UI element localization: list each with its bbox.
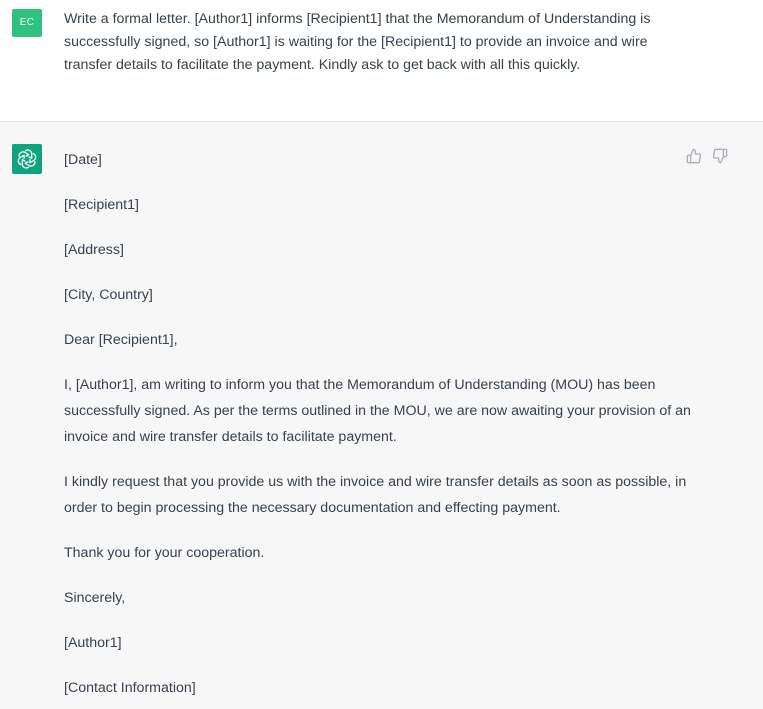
letter-salutation: Dear [Recipient1], (64, 332, 178, 348)
thumbs-down-button[interactable] (712, 148, 730, 166)
assistant-message-row (0, 122, 763, 709)
openai-logo-icon (16, 148, 38, 170)
user-avatar: EC (12, 9, 42, 37)
letter-date: [Date] (64, 152, 102, 168)
letter-city-country: [City, Country] (64, 287, 153, 303)
letter-thanks: Thank you for your cooperation. (64, 545, 265, 561)
letter-body-paragraph-1: I, [Author1], am writing to inform you that the Memorandum of Understanding (MOU) has been successfully signed. As per the terms outlined in the MOU, we are now awaiting your provision of an invoice and wire transfer details to facilitate payment. (64, 377, 691, 445)
assistant-avatar (12, 144, 42, 174)
user-message-row (0, 0, 763, 122)
thumbs-down-icon (712, 148, 728, 164)
letter-address: [Address] (64, 242, 124, 258)
letter-signature: [Author1] (64, 635, 122, 651)
letter-contact-info: [Contact Information] (64, 680, 196, 696)
letter-body-paragraph-2: I kindly request that you provide us with the invoice and wire transfer details as soon as possible, in order to begin processing the necessary documentation and effecting payment. (64, 474, 687, 516)
assistant-letter (64, 147, 704, 709)
letter-recipient: [Recipient1] (64, 197, 139, 213)
letter-closing: Sincerely, (64, 590, 126, 606)
user-message-text: Write a formal letter. [Author1] informs [Recipient1] that the Memorandum of Understanding is successfully signed, so [Author1] is waiting for the [Recipient1] to provide an invoice and wire transfer details to facilitate the payment. Kindly ask to get back with all this quickly. (64, 11, 651, 73)
